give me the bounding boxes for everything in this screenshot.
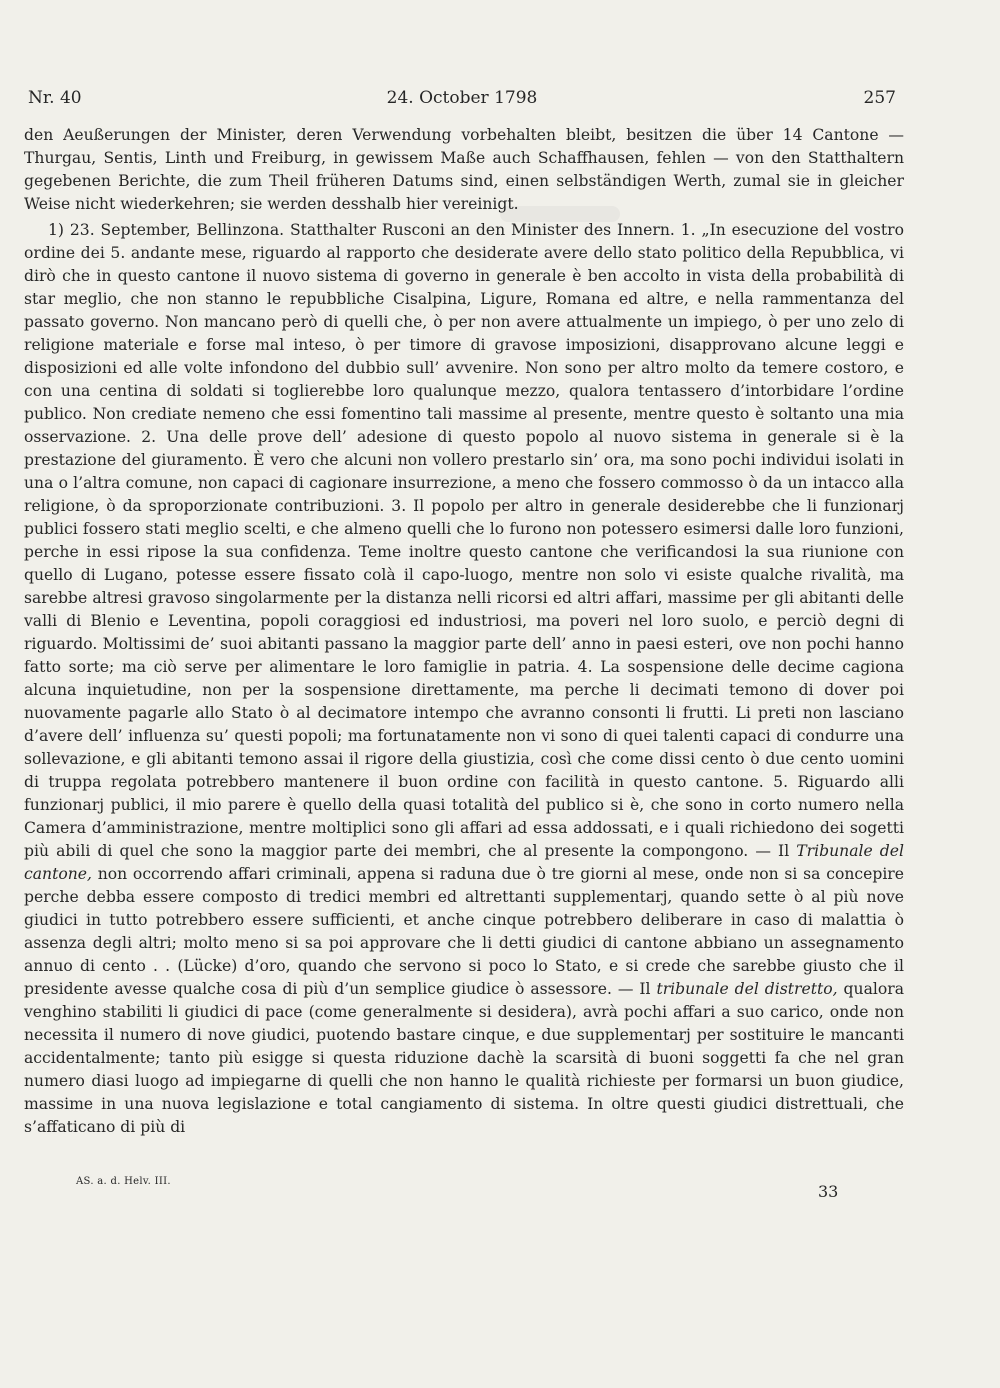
report-text-part-2: non occorrendo affari criminali, appena si raduna due ò tre giorni al mese, onde non si sa concepire perche debba essere composto di tredici membri ed altrettanti supplementarj, quando sette ò al più nove giudici in tutto potrebbero essere sufficienti, et anche cinque potrebbero deliberare in caso di malattia ò assenza degli altri; molto meno si sa poi approvare che li detti giudici di cantone abbiano un assegnamento annuo di cento . . (Lücke) d’oro, quando che servono si poco lo Stato, e si crede che sarebbe giusto che il presidente avesse qualche cosa di più d’un semplice giudice ò assessore. — Il	[24, 865, 904, 998]
report-text-part-3: qualora venghino stabiliti li giudici di pace (come generalmente si desidera), avrà pochi affari a suo carico, onde non necessita il numero di nove giudici, puotendo bastare cinque, e due supplementarj per sostituire le mancanti accidentalmente; tanto più esigge si questa riduzione dachè la scarsità di buoni soggetti fa che nel gran numero diasi luogo ad impiegarne di quelli che non hanno le qualità richieste per formarsi un buon giudice, massime in una nuova legislazione e total cangiamento di sistema. In oltre questi giudici distrettuali, che s’affaticano di più di	[24, 980, 904, 1136]
document-date: 24. October 1798	[386, 88, 538, 108]
tribunale-distretto-italic: tribunale del distretto,	[656, 980, 838, 998]
signature-mark: AS. a. d. Helv. III.	[76, 1176, 171, 1187]
report-paragraph	[24, 219, 904, 1139]
running-header	[28, 88, 896, 114]
document-number: Nr. 40	[28, 88, 82, 108]
intro-paragraph: den Aeußerungen der Minister, deren Verwendung vorbehalten bleibt, besitzen die über 14 Cantone — Thurgau, Sentis, Linth und Freiburg, in gewissem Maße auch Schaffhausen, fehlen — von den Statthaltern gegebenen Berichte, die zum Theil früheren Datums sind, einen selbständigen Werth, zumal sie in gleicher Weise nicht wiederkehren; sie werden desshalb hier vereinigt.	[24, 126, 904, 213]
page-number: 257	[863, 88, 896, 108]
report-text-part-1: 1) 23. September, Bellinzona. Statthalter Rusconi an den Minister des Innern. 1. „In esecuzione del vostro ordine dei 5. andante mese, riguardo al rapporto che desiderate avere dello stato politico della Repubblica, vi dirò che in questo cantone il nuovo sistema di governo in generale è ben accolto in vista della probabilità di star meglio, che non stanno le repubbliche Cisalpina, Ligure, Romana ed altre, e nella rammentanza del passato governo. Non mancano però di quelli che, ò per non avere attualmente un impiego, ò per uno zelo di religione materiale e forse mal inteso, ò per timore di gravose imposizioni, disapprovano alcune leggi e disposizioni ed alle volte infondono del dubbio sull’ avvenire. Non sono per altro molto da temere costoro, e con una centina di soldati si toglierebbe loro qualunque mezzo, qualora tentassero d’intorbidare l’ordine publico. Non crediate nemeno che essi fomentino tali massime al presente, mentre questo è soltanto una mia osservazione. 2. Una delle prove dell’ adesione di questo popolo al nuovo sistema in generale si è la prestazione del giuramento. È vero che alcuni non vollero prestarlo sin’ ora, ma sono pochi individui isolati in una o l’altra comune, non capaci di cagionare insurrezione, a meno che fossero commosso ò da un intacco alla religione, ò da sproporzionate contribuzioni. 3. Il popolo per altro in generale desiderebbe che li funzionarj publici fossero stati meglio scelti, e che almeno quelli che lo furono non potessero esimersi dalle loro funzioni, perche in essi ripose la sua confidenza. Teme inoltre questo cantone che verificandosi la sua riunione con quello di Lugano, potesse essere fissato colà il capo-luogo, mentre non solo vi esiste qualche rivalità, ma sarebbe altresi gravoso singolarmente per la distanza nelli ricorsi ed altri affari, massime per gli abitanti delle valli di Blenio e Leventina, popoli coraggiosi ed industriosi, ma poveri nel loro suolo, e perciò degni di riguardo. Moltissimi de’ suoi abitanti passano la maggior parte dell’ anno in paesi esteri, ove non pochi hanno fatto sorte; ma ciò serve per alimentare le loro famiglie in patria. 4. La sospensione delle decime cagiona alcuna inquietudine, non per la sospensione direttamente, ma perche li decimati temono di dover poi nuovamente pagarle allo Stato ò al decimatore intempo che avranno consonti li frutti. Li preti non lasciano d’avere dell’ influenza su’ questi popoli; ma fortunatamente non vi sono di quei talenti capaci di condurre una sollevazione, e gli abitanti temono assai il rigore della giustizia, così che come dissi cento ò due cento uomini di truppa regolata potrebbero mantenere il buon ordine con facilità in questo cantone. 5. Riguardo alli funzionarj publici, il mio parere è quello della quasi totalità del publico si è, che sono in corto numero nella Camera d’amministrazione, mentre moltiplici sono gli affari ad essa addossati, e i quali richiedono dei sogetti più abili di quel che sono la maggior parte dei membri, che al presente la compongono. — Il	[24, 221, 904, 860]
sheet-number: 33	[818, 1182, 839, 1201]
body-text	[24, 124, 904, 1139]
tribunale-cantone-italic: Tribunale del cantone,	[24, 842, 904, 883]
